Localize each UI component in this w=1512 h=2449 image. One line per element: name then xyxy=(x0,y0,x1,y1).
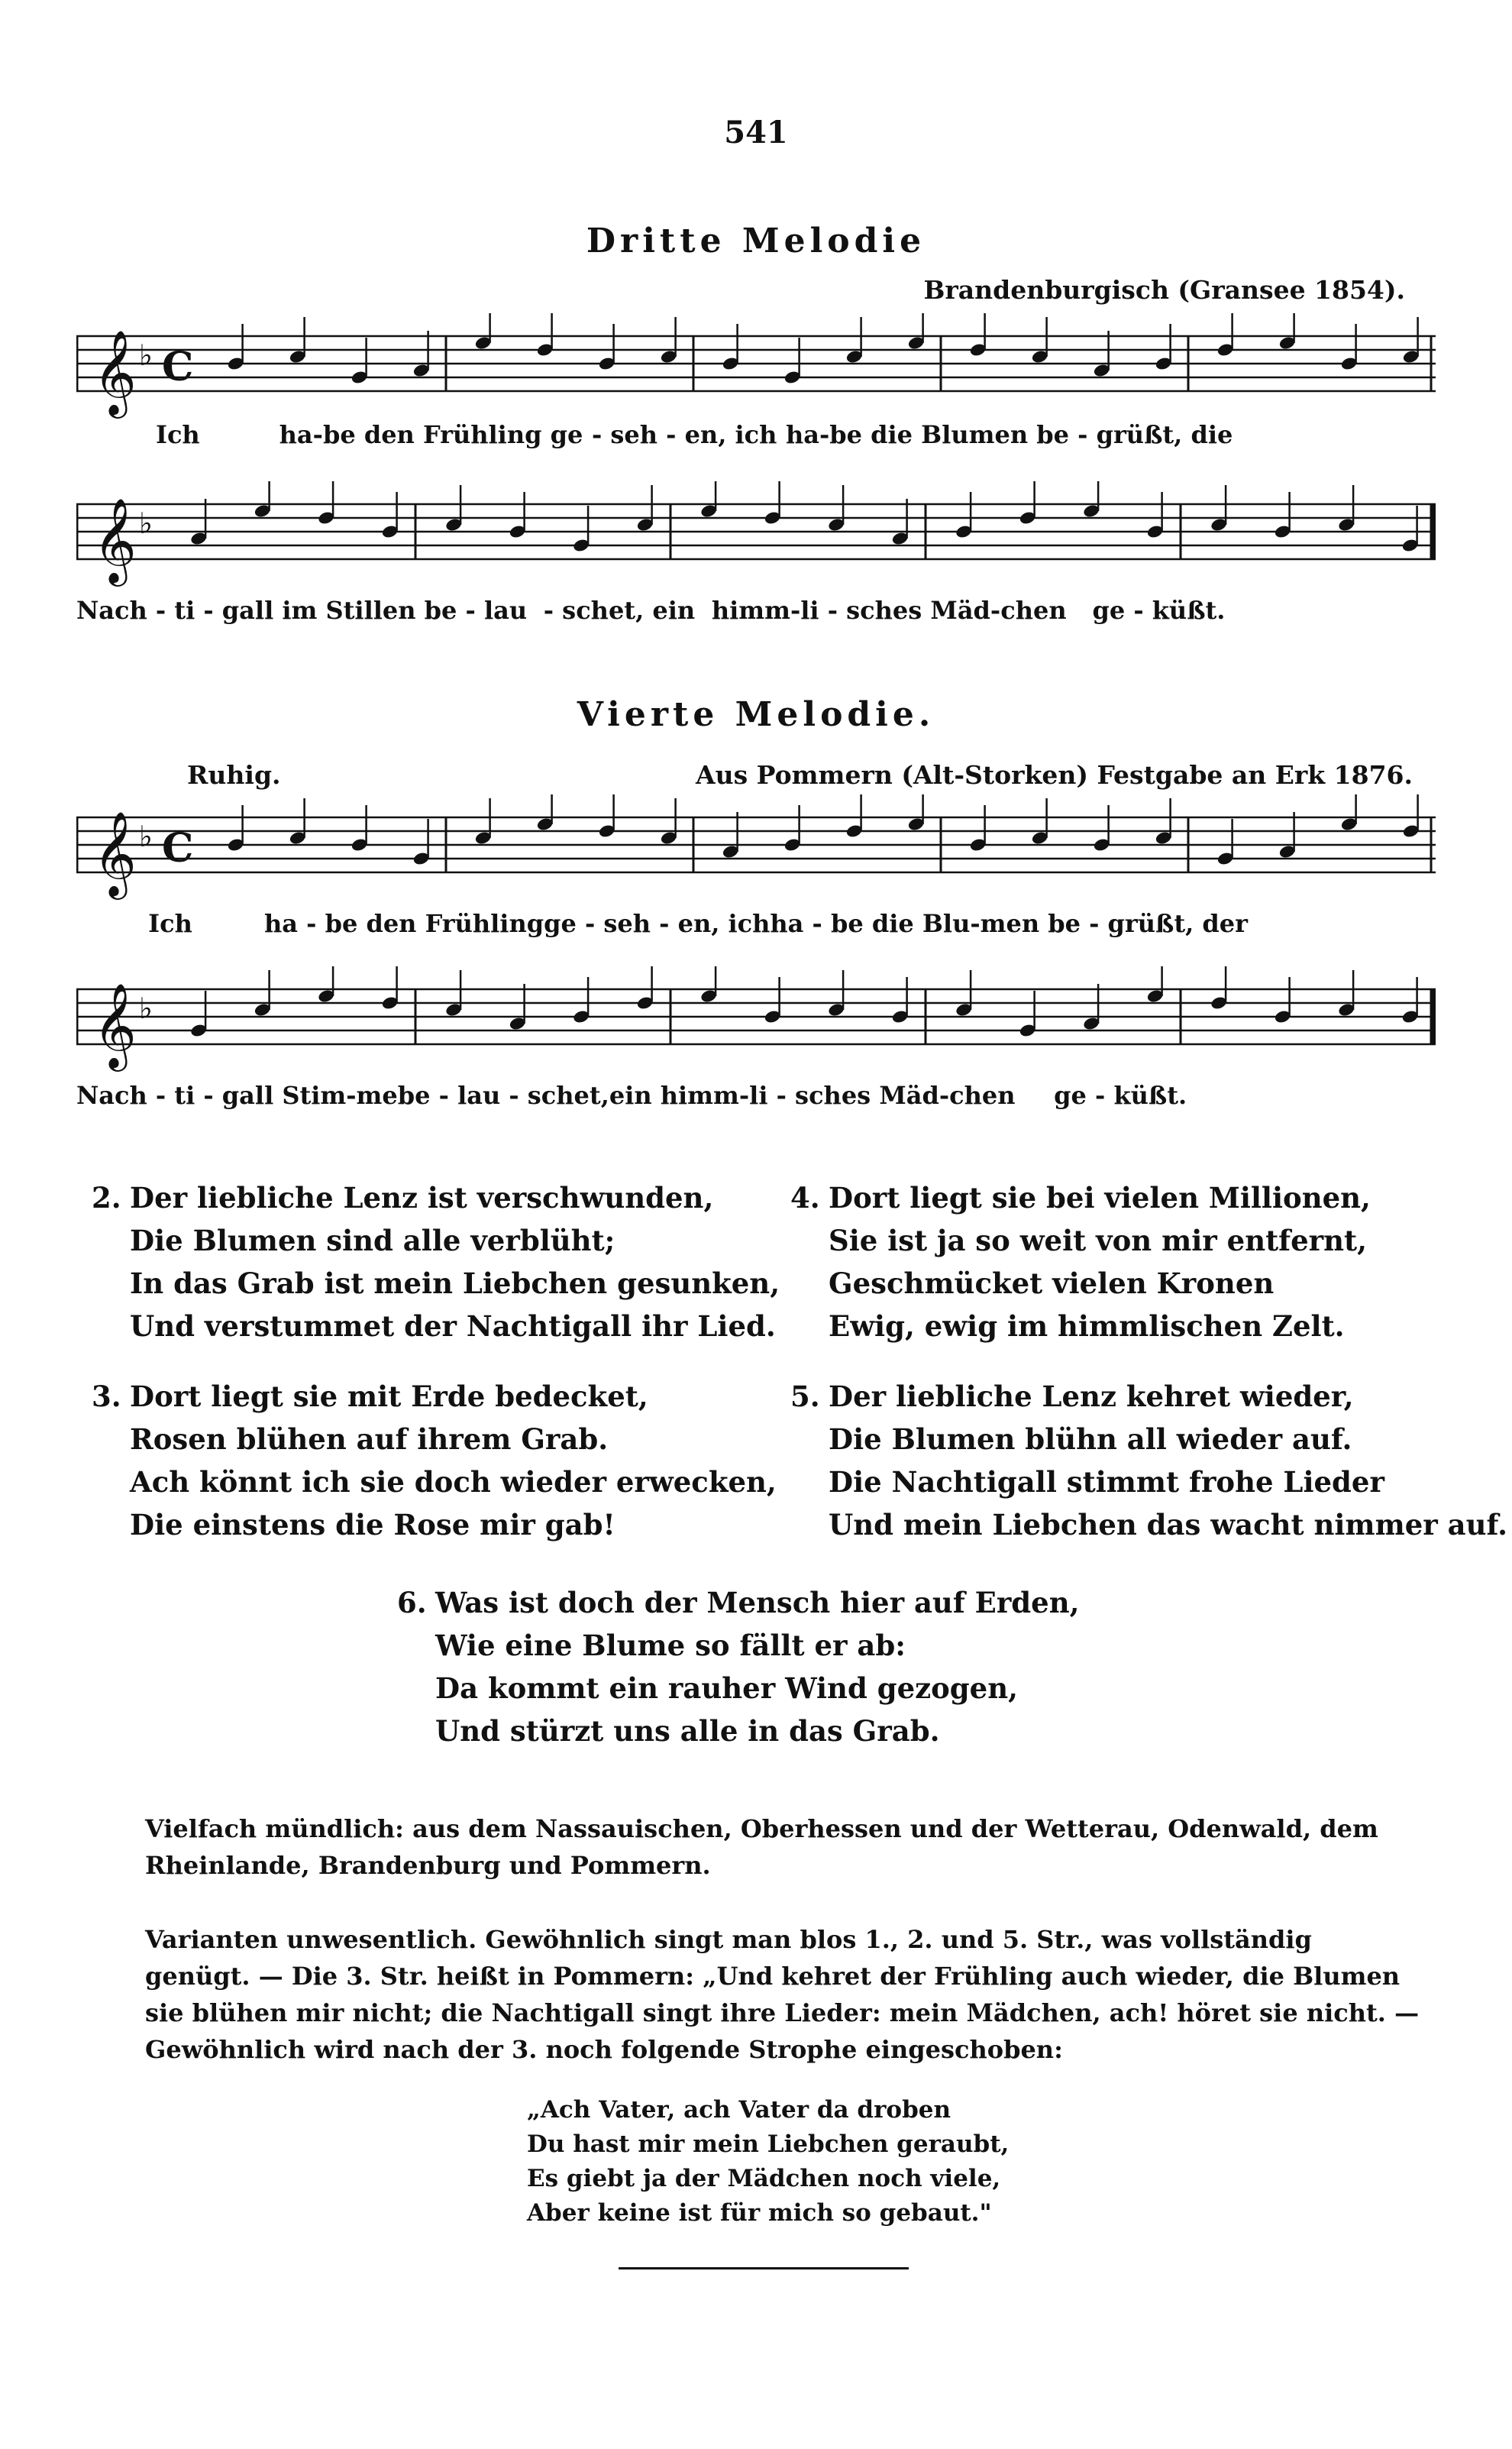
melody-3-lyrics-1 xyxy=(76,420,1436,449)
inserted-stanza xyxy=(527,2093,1138,2231)
stanza-line: Sie ist ja so weit von mir entfernt, xyxy=(829,1224,1368,1257)
quote-line: „Ach Vater, ach Vater da droben xyxy=(527,2096,951,2124)
stanza-line: Die einstens die Rose mir gab! xyxy=(130,1508,615,1542)
lyric-segment: ge - seh - en, ich xyxy=(544,909,771,938)
key-flat: ♭ xyxy=(139,506,153,540)
variants-note-text: Varianten unwesentlich. Gewöhnlich singt man blos 1., 2. und 5. Str., was vollständig genügt. — Die 3. Str. heißt in Pommern: „Und kehret der Frühling auch wieder, die Blumen sie blühen mir nicht; die Nachtigall singt ihre Lieder: mein Mädchen, ach! höret sie nicht. — Gewöhnlich wird nach der 3. noch folgende Strophe eingeschoben: xyxy=(145,1925,1420,2064)
melody-4-system-2 xyxy=(76,966,1436,1119)
melody-3-title: Dritte Melodie xyxy=(586,222,926,260)
sources-note xyxy=(92,1810,1420,1884)
lyric-segment: Ich xyxy=(155,420,200,449)
time-signature: C xyxy=(162,825,194,872)
melody-4-tempo: Ruhig. xyxy=(187,760,281,790)
lyric-segment: Ich xyxy=(148,909,192,938)
stanza-line: Die Nachtigall stimmt frohe Lieder xyxy=(829,1465,1384,1499)
time-signature: C xyxy=(162,344,194,390)
melody-3-system-1 xyxy=(76,313,1436,466)
melody-3-system-2 xyxy=(76,481,1436,634)
key-flat: ♭ xyxy=(139,820,153,853)
stanza-line: Die Blumen blühn all wieder auf. xyxy=(829,1422,1352,1456)
lyric-segment: ein himm-li - sches Mäd-chen xyxy=(609,1081,1016,1110)
stanza-line: In das Grab ist mein Liebchen gesunken, xyxy=(130,1267,780,1300)
variants-note xyxy=(92,1921,1420,2068)
melody-4-title: Vierte Melodie. xyxy=(577,695,935,734)
lyric-segment xyxy=(1251,596,1436,625)
lyric-segment xyxy=(1248,909,1436,938)
stanza-number: 5. xyxy=(790,1380,820,1413)
quote-line: Du hast mir mein Liebchen geraubt, xyxy=(527,2130,1010,2158)
lyric-segment: - schet, ein xyxy=(543,596,696,625)
melody-4-lyrics-1 xyxy=(76,909,1436,938)
stanza-3 xyxy=(92,1375,787,1546)
staff xyxy=(76,313,1436,420)
lyric-segment: ge - küßt. xyxy=(1092,596,1226,625)
stanza-line: Der liebliche Lenz kehret wieder, xyxy=(829,1380,1354,1413)
stanza-line: Und verstummet der Nachtigall ihr Lied. xyxy=(130,1309,776,1343)
stanza-line: Rosen blühen auf ihrem Grab. xyxy=(130,1422,609,1456)
lyric-segment xyxy=(1226,1081,1436,1110)
stanza-line: Wie eine Blume so fällt er ab: xyxy=(435,1629,906,1662)
stanza-line: Die Blumen sind alle verblüht; xyxy=(130,1224,615,1257)
treble-clef: 𝄞 xyxy=(93,497,137,583)
stanza-5 xyxy=(790,1375,1507,1546)
sources-note-text: Vielfach mündlich: aus dem Nassauischen, Oberhessen und der Wetterau, Odenwald, dem Rheinlande, Brandenburg und Pommern. xyxy=(145,1814,1378,1880)
stanza-line: Da kommt ein rauher Wind gezogen, xyxy=(435,1671,1018,1705)
stanza-line: Dort liegt sie bei vielen Millionen, xyxy=(829,1181,1371,1215)
lyric-segment: ge - küßt. xyxy=(1054,1081,1187,1110)
key-flat: ♭ xyxy=(139,992,153,1025)
lyric-segment: ha-be die Blumen be - grüßt, die xyxy=(785,420,1233,449)
staff xyxy=(76,966,1436,1073)
stanza-6 xyxy=(397,1581,1092,1752)
lyric-segment: Nach - ti - gall Stim-me xyxy=(76,1081,398,1110)
melody-4-source: Aus Pommern (Alt-Storken) Festgabe an Erk 1876. xyxy=(696,760,1413,790)
page-number: 541 xyxy=(724,115,788,150)
stanza-line: Geschmücket vielen Kronen xyxy=(829,1267,1275,1300)
lyric-segment: Nach - ti - gall im Stillen be - lau xyxy=(76,596,528,625)
stanza-line: Ewig, ewig im himmlischen Zelt. xyxy=(829,1309,1345,1343)
lyric-segment xyxy=(1233,420,1436,449)
lyric-segment: ha - be die Blu-men be - grüßt, der xyxy=(770,909,1248,938)
treble-clef: 𝄞 xyxy=(93,982,137,1068)
stanza-number: 3. xyxy=(92,1380,121,1413)
stanza-number: 4. xyxy=(790,1181,820,1215)
lyric-segment: ha-be den Frühling ge xyxy=(279,420,583,449)
lyric-segment: - seh - en, ich xyxy=(591,420,777,449)
treble-clef: 𝄞 xyxy=(93,810,137,896)
key-flat: ♭ xyxy=(139,338,153,372)
end-rule xyxy=(619,2267,909,2269)
stanza-line: Dort liegt sie mit Erde bedecket, xyxy=(130,1380,648,1413)
quote-line: Aber keine ist für mich so gebaut." xyxy=(527,2199,992,2227)
stanza-number: 2. xyxy=(92,1181,121,1215)
treble-clef: 𝄞 xyxy=(93,329,137,415)
stanza-line: Und stürzt uns alle in das Grab. xyxy=(435,1714,940,1748)
melody-3-lyrics-2 xyxy=(76,596,1436,625)
lyric-segment: himm-li - sches Mäd-chen xyxy=(711,596,1067,625)
lyric-segment: be - lau - schet, xyxy=(397,1081,609,1110)
staff xyxy=(76,794,1436,901)
stanza-line: Ach könnt ich sie doch wieder erwecken, xyxy=(130,1465,777,1499)
lyric-segment: ha - be den Frühling xyxy=(264,909,544,938)
stanza-4 xyxy=(790,1176,1485,1347)
stanza-number: 6. xyxy=(397,1586,427,1619)
stanza-line: Der liebliche Lenz ist verschwunden, xyxy=(130,1181,714,1215)
stanza-line: Was ist doch der Mensch hier auf Erden, xyxy=(435,1586,1080,1619)
melody-4-lyrics-2 xyxy=(76,1081,1436,1110)
quote-line: Es giebt ja der Mädchen noch viele, xyxy=(527,2165,1001,2192)
staff xyxy=(76,481,1436,588)
melody-4-system-1 xyxy=(76,794,1436,947)
melody-3-source: Brandenburgisch (Gransee 1854). xyxy=(923,275,1405,305)
stanza-2 xyxy=(92,1176,787,1347)
stanza-line: Und mein Liebchen das wacht nimmer auf. xyxy=(829,1508,1507,1542)
